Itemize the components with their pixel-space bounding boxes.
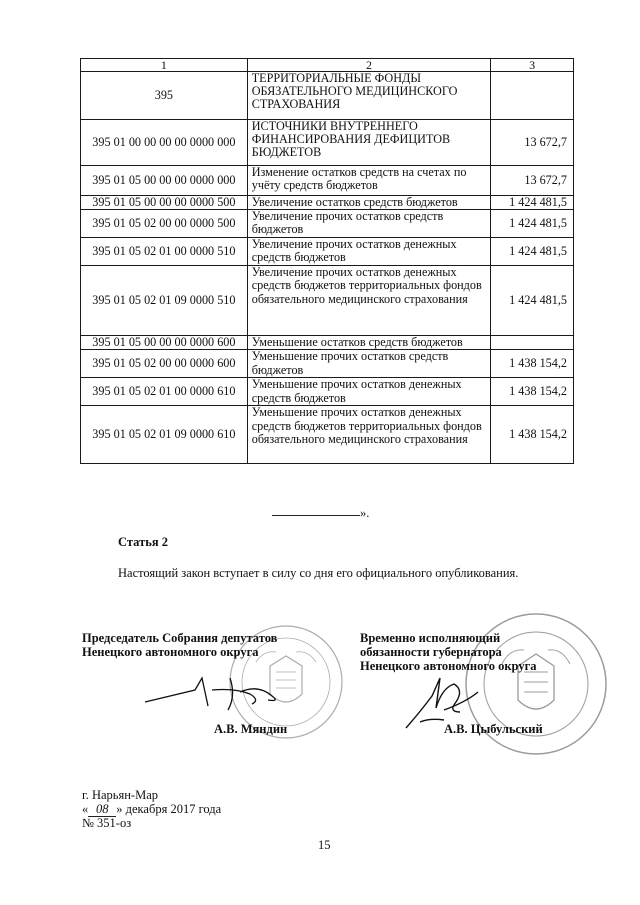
right-signatory-title-1: Временно исполняющий <box>360 631 501 645</box>
table-header-cell: 2 <box>247 59 490 72</box>
row-name: Уменьшение прочих остатков денежных средств бюджетов территориальных фондов обязательного медицинского страхования <box>247 406 490 464</box>
table-header-cell: 1 <box>81 59 248 72</box>
row-name: ИСТОЧНИКИ ВНУТРЕННЕГО ФИНАНСИРОВАНИЯ ДЕФИЦИТОВ БЮДЖЕТОВ <box>247 120 490 166</box>
budget-table <box>80 58 574 464</box>
row-code: 395 01 05 02 00 00 0000 500 <box>81 210 248 238</box>
row-code: 395 01 05 02 01 09 0000 510 <box>81 266 248 336</box>
row-amount: 13 672,7 <box>491 166 574 196</box>
row-name: Уменьшение прочих остатков средств бюджетов <box>247 350 490 378</box>
table-row <box>81 210 574 238</box>
table-row <box>81 350 574 378</box>
row-amount: 1 424 481,5 <box>491 210 574 238</box>
row-name: Изменение остатков средств на счетах по учёту средств бюджетов <box>247 166 490 196</box>
row-amount: 1 424 481,5 <box>491 238 574 266</box>
table-header-cell: 3 <box>491 59 574 72</box>
date-suffix: » декабря 2017 года <box>116 802 222 816</box>
table-row <box>81 238 574 266</box>
row-name: Уменьшение остатков средств бюджетов <box>247 336 490 350</box>
date-line <box>82 802 221 817</box>
left-signatory-title-2: Ненецкого автономного округа <box>82 645 259 659</box>
closing-mark: ». <box>360 506 370 520</box>
article-title: Статья 2 <box>118 535 168 549</box>
right-signatory-title-2: обязанности губернатора <box>360 645 502 659</box>
left-signatory-title-1: Председатель Собрания депутатов <box>82 631 278 645</box>
row-name: Уменьшение прочих остатков денежных средств бюджетов <box>247 378 490 406</box>
row-amount: 1 438 154,2 <box>491 378 574 406</box>
row-code: 395 01 05 02 01 00 0000 510 <box>81 238 248 266</box>
row-code: 395 01 05 00 00 00 0000 600 <box>81 336 248 350</box>
table-header-row <box>81 59 574 72</box>
row-amount: 1 424 481,5 <box>491 266 574 336</box>
table-row <box>81 266 574 336</box>
article-text: Настоящий закон вступает в силу со дня его официального опубликования. <box>118 566 519 580</box>
row-name: Увеличение прочих остатков средств бюджетов <box>247 210 490 238</box>
left-signature <box>140 670 290 720</box>
right-signatory-title-3: Ненецкого автономного округа <box>360 659 537 673</box>
date-prefix: « <box>82 802 89 816</box>
right-signatory-name: А.В. Цыбульский <box>444 722 543 736</box>
table-row <box>81 72 574 120</box>
row-code: 395 01 05 02 01 09 0000 610 <box>81 406 248 464</box>
row-amount: 13 672,7 <box>491 120 574 166</box>
city: г. Нарьян-Мар <box>82 788 159 802</box>
left-signatory-name: А.В. Мяндин <box>214 722 288 736</box>
date-day: 08 <box>88 802 116 817</box>
row-amount: 1 438 154,2 <box>491 406 574 464</box>
row-amount <box>491 336 574 350</box>
row-name: ТЕРРИТОРИАЛЬНЫЕ ФОНДЫ ОБЯЗАТЕЛЬНОГО МЕДИЦИНСКОГО СТРАХОВАНИЯ <box>247 72 490 120</box>
table-row <box>81 406 574 464</box>
closing-underline <box>272 515 360 516</box>
row-name: Увеличение прочих остатков денежных средств бюджетов <box>247 238 490 266</box>
table-row <box>81 120 574 166</box>
table-row <box>81 196 574 210</box>
row-name: Увеличение прочих остатков денежных средств бюджетов территориальных фондов обязательного медицинского страхования <box>247 266 490 336</box>
row-code: 395 <box>81 72 248 120</box>
row-amount <box>491 72 574 120</box>
row-code: 395 01 05 00 00 00 0000 500 <box>81 196 248 210</box>
table-row <box>81 378 574 406</box>
row-code: 395 01 05 00 00 00 0000 000 <box>81 166 248 196</box>
table-row <box>81 166 574 196</box>
row-code: 395 01 05 02 00 00 0000 600 <box>81 350 248 378</box>
row-code: 395 01 05 02 01 00 0000 610 <box>81 378 248 406</box>
table-row <box>81 336 574 350</box>
row-name: Увеличение остатков средств бюджетов <box>247 196 490 210</box>
row-amount: 1 424 481,5 <box>491 196 574 210</box>
page-number: 15 <box>318 838 331 852</box>
row-amount: 1 438 154,2 <box>491 350 574 378</box>
row-code: 395 01 00 00 00 00 0000 000 <box>81 120 248 166</box>
law-number: № 351-оз <box>82 816 132 830</box>
